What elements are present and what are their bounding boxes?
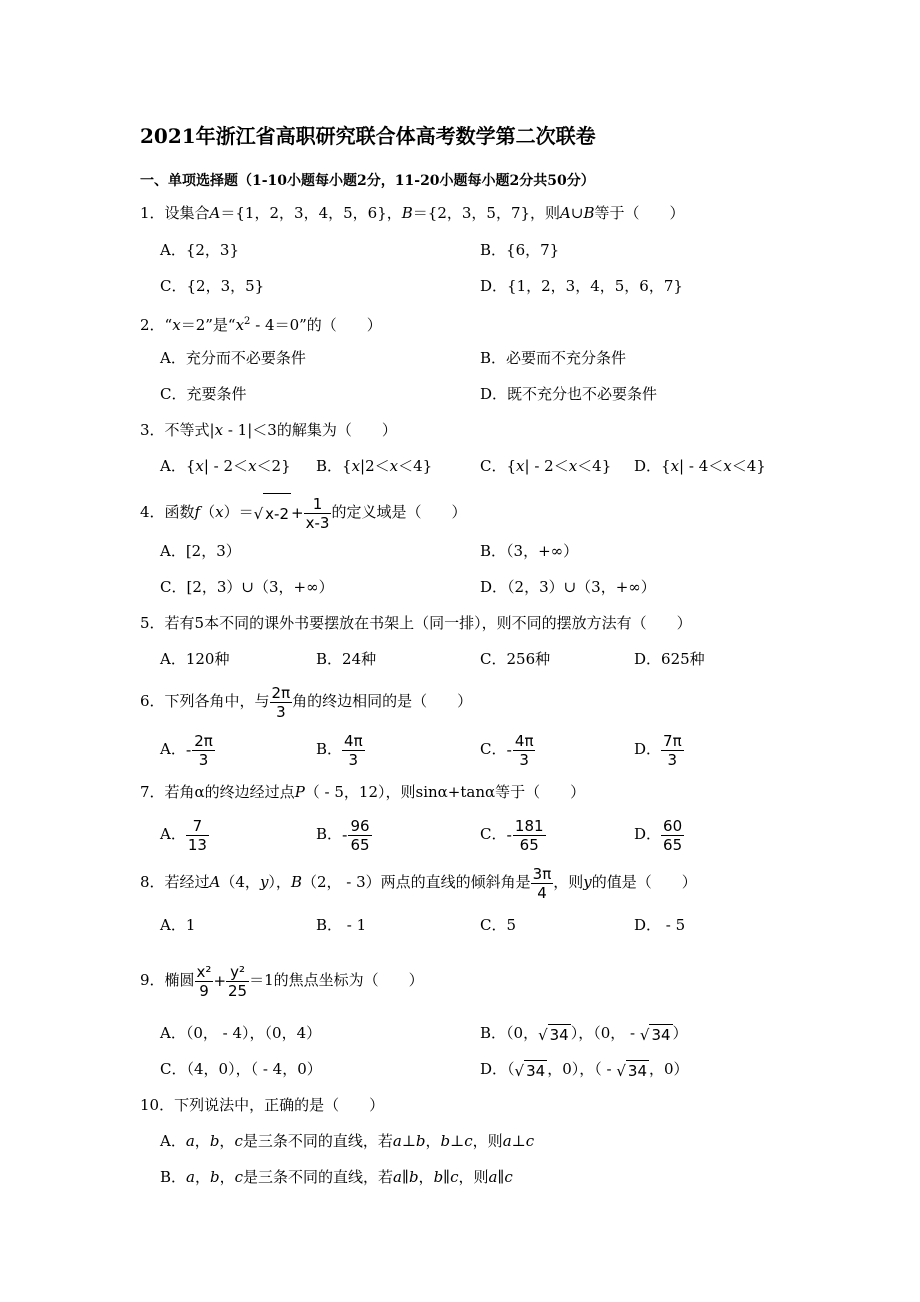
question-7-option-b[interactable]: B．- $\frac{96}{65}$ xyxy=(316,816,370,854)
question-9-option-d[interactable]: D．（√ 34 ，0），（ - √ 34 ，0） xyxy=(480,1060,689,1080)
question-7-option-d[interactable]: D． $\frac{60}{65}$ xyxy=(634,816,683,854)
question-5-option-c[interactable]: C．256种 xyxy=(480,650,551,668)
question-9-option-a[interactable]: A．（0， - 4），（0，4） xyxy=(160,1024,322,1042)
sqrt-expression: √ x-2 xyxy=(254,493,291,534)
question-8-option-c[interactable]: C．5 xyxy=(480,916,517,934)
question-6-option-c[interactable]: C．- $\frac{4\pi}{3}$ xyxy=(480,731,534,769)
question-2-stem: 2．“x＝2”是“$x^2 - 4=0$”的（ ） xyxy=(140,316,382,334)
question-4-option-b[interactable]: B．（3，+∞） xyxy=(480,542,579,560)
question-4-option-a[interactable]: A．[2，3） xyxy=(160,542,241,560)
question-3-option-b[interactable]: B．{x|2＜x＜4} xyxy=(316,457,433,475)
question-9-option-c[interactable]: C．（4，0），（ - 4，0） xyxy=(160,1060,322,1078)
question-3-option-c[interactable]: C．{x| - 2＜x＜4} xyxy=(480,457,612,475)
question-2-option-d[interactable]: D．既不充分也不必要条件 xyxy=(480,385,658,403)
question-8-option-a[interactable]: A．1 xyxy=(160,916,196,934)
question-1-option-a[interactable]: A．{2，3} xyxy=(160,241,240,259)
section-heading: 一、单项选择题（1-10小题每小题2分，11-20小题每小题2分共50分） xyxy=(140,173,595,189)
question-2-option-b[interactable]: B．必要而不充分条件 xyxy=(480,349,627,367)
question-2-option-c[interactable]: C．充要条件 xyxy=(160,385,247,403)
question-5-option-d[interactable]: D．625种 xyxy=(634,650,705,668)
question-7-option-a[interactable]: A． $\frac{7}{13}$ xyxy=(160,816,207,854)
question-9-stem: 9．椭圆 $\frac{\text{x²}}{9}$ + $\frac{\text{y²}}{25}$ ＝1的焦点坐标为（ ） xyxy=(140,962,424,1000)
fraction: $\frac{\text{y²}}{25}$ xyxy=(228,962,248,1000)
question-6-option-d[interactable]: D． $\frac{7\pi}{3}$ xyxy=(634,731,682,769)
question-1-option-d[interactable]: D．{1，2，3，4，5，6，7} xyxy=(480,277,683,295)
question-8-stem: 8．若经过A（4，y），B（2， - 3）两点的直线的倾斜角是 $\frac{3\pi}{4}$ ，则y的值是（ ） xyxy=(140,864,697,902)
question-7-stem: 7．若角α的终边经过点P（ - 5，12），则sinα+tanα等于（ ） xyxy=(140,783,586,801)
page-title: 2021年浙江省高职研究联合体高考数学第二次联卷 xyxy=(140,124,596,148)
fraction: $\frac{2\pi}{3}$ xyxy=(271,683,291,721)
fraction: $\frac{3\pi}{4}$ xyxy=(532,864,552,902)
question-10-stem: 10．下列说法中，正确的是（ ） xyxy=(140,1096,385,1114)
question-8-option-d[interactable]: D． - 5 xyxy=(634,916,686,934)
question-3-option-a[interactable]: A．{x| - 2＜x＜2} xyxy=(160,457,291,475)
question-4-option-c[interactable]: C．[2，3）∪（3，+∞） xyxy=(160,578,334,596)
question-8-option-b[interactable]: B． - 1 xyxy=(316,916,367,934)
fraction: $\frac{\text{x²}}{9}$ xyxy=(196,962,212,1000)
question-1-stem: 1．设集合A＝{1，2，3，4，5，6}，B＝{2，3，5，7}，则A∪B等于（ ） xyxy=(140,204,685,222)
question-1-option-b[interactable]: B．{6，7} xyxy=(480,241,560,259)
question-3-option-d[interactable]: D．{x| - 4＜x＜4} xyxy=(634,457,766,475)
fraction: $\frac{1}{x-3}$ xyxy=(305,494,330,532)
question-10-option-b[interactable]: B．a，b，c是三条不同的直线，若a∥b，b∥c，则a∥c xyxy=(160,1168,513,1186)
question-10-option-a[interactable]: A．a，b，c是三条不同的直线，若a⊥b，b⊥c，则a⊥c xyxy=(160,1132,535,1150)
question-6-stem: 6．下列各角中，与 $\frac{2\pi}{3}$ 角的终边相同的是（ ） xyxy=(140,683,473,721)
question-5-stem: 5．若有5本不同的课外书要摆放在书架上（同一排），则不同的摆放方法有（ ） xyxy=(140,614,692,632)
question-3-stem: 3．不等式|x - 1|＜3的解集为（ ） xyxy=(140,421,397,439)
question-5-option-a[interactable]: A．120种 xyxy=(160,650,230,668)
question-6-option-b[interactable]: B． $\frac{4\pi}{3}$ xyxy=(316,731,363,769)
question-9-option-b[interactable]: B．（0，√ 34 ），（0， - √ 34 ） xyxy=(480,1024,688,1044)
question-4-stem: 4．函数f（x）＝√ x-2 + $\frac{1}{x-3}$ 的定义域是（ ） xyxy=(140,494,467,532)
question-2-option-a[interactable]: A．充分而不必要条件 xyxy=(160,349,306,367)
question-1-option-c[interactable]: C．{2，3，5} xyxy=(160,277,265,295)
question-5-option-b[interactable]: B．24种 xyxy=(316,650,377,668)
question-4-option-d[interactable]: D．（2，3）∪（3，+∞） xyxy=(480,578,656,596)
question-7-option-c[interactable]: C．- $\frac{181}{65}$ xyxy=(480,816,544,854)
question-6-option-a[interactable]: A．- $\frac{2\pi}{3}$ xyxy=(160,731,213,769)
